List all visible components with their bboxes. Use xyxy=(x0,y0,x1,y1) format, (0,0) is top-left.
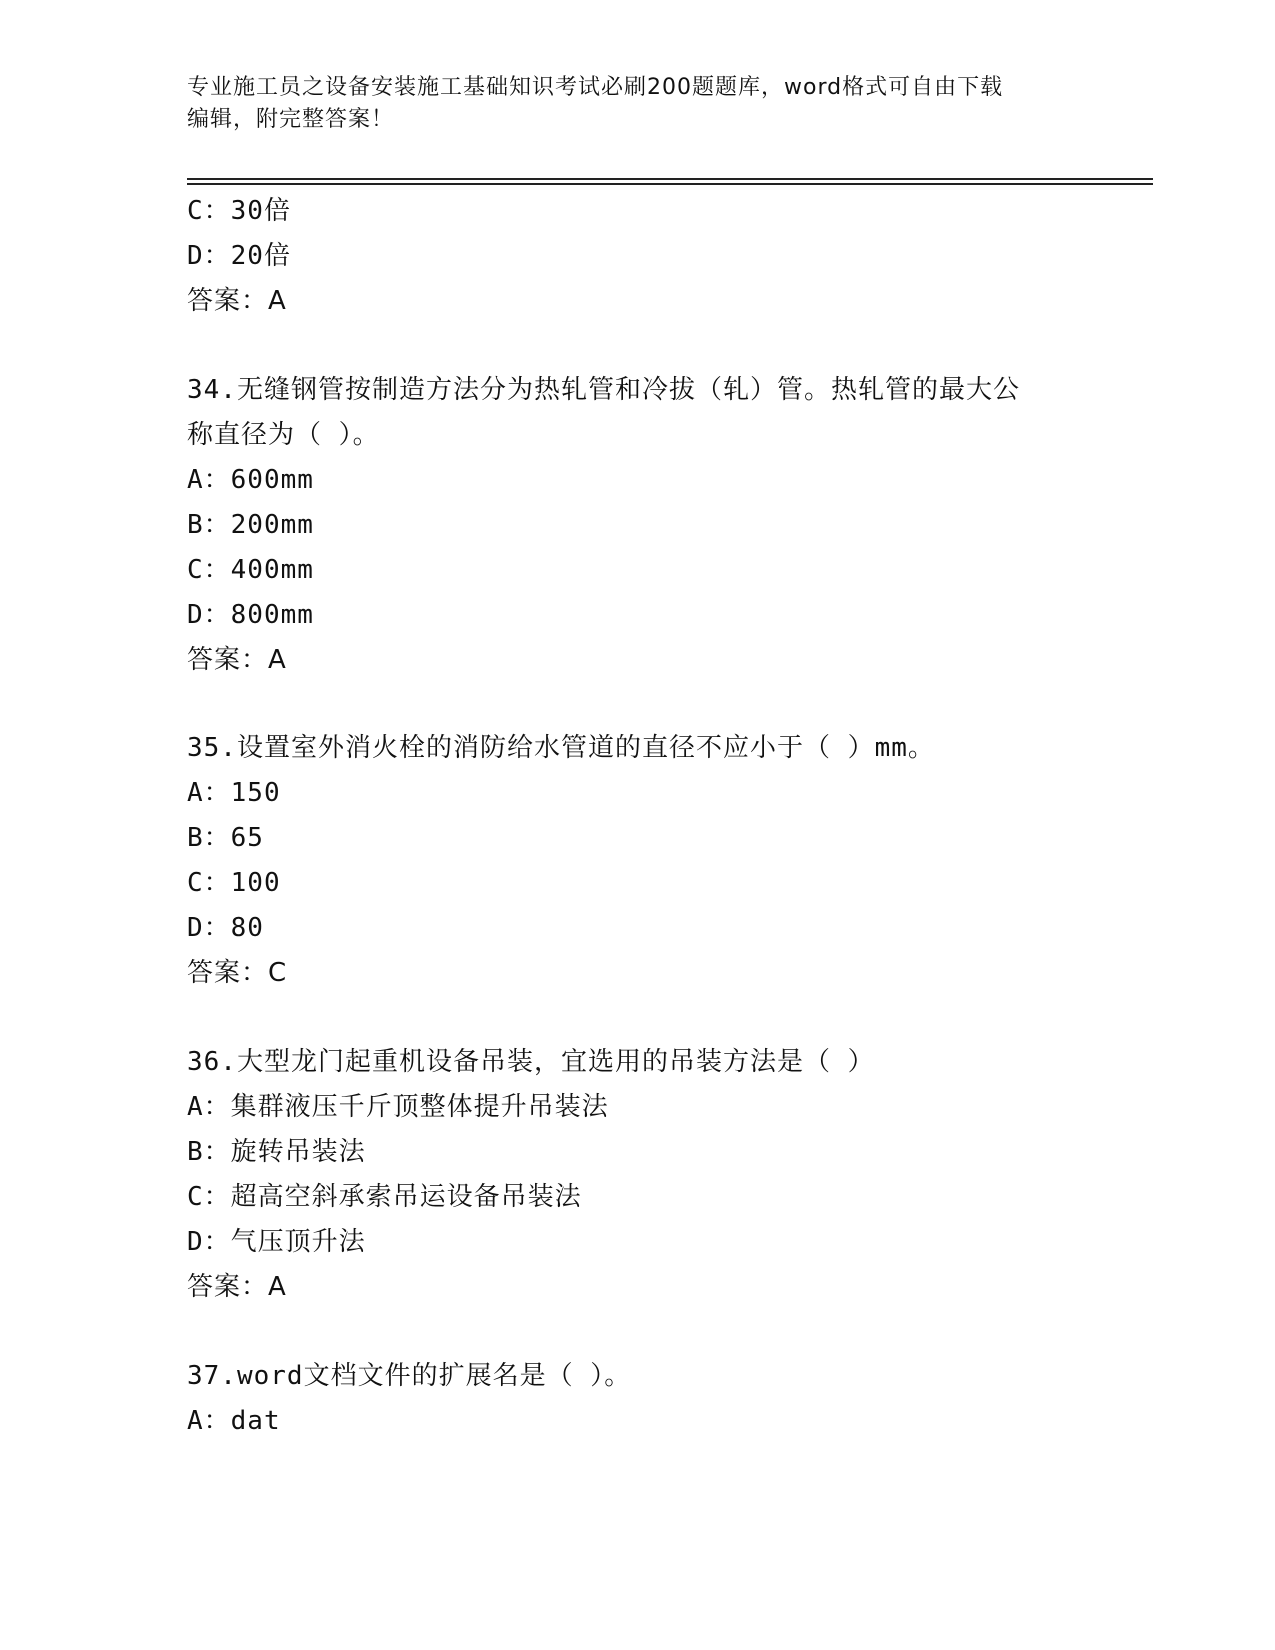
question-34-stem-line-2: 称直径为（ ）。 xyxy=(187,420,380,450)
question-35-option-a: A：150 xyxy=(187,778,281,808)
question-37-option-a: A：dat xyxy=(187,1406,281,1436)
question-36-option-d: D：气压顶升法 xyxy=(187,1227,366,1257)
question-34-option-d: D：800mm xyxy=(187,600,314,630)
question-35-option-b: B：65 xyxy=(187,823,264,853)
question-35-option-d: D：80 xyxy=(187,913,264,943)
question-36-option-b: B：旋转吊装法 xyxy=(187,1137,366,1167)
document-header xyxy=(187,72,1087,136)
question-34-stem-line-1: 34.无缝钢管按制造方法分为热轧管和冷拔（轧）管。热轧管的最大公 xyxy=(187,375,1020,405)
header-rule-top xyxy=(187,178,1153,180)
option-c: C：30倍 xyxy=(187,196,291,226)
question-34-answer: 答案：A xyxy=(187,645,287,675)
question-37-stem: 37.word文档文件的扩展名是（ ）。 xyxy=(187,1361,632,1391)
question-35-answer: 答案：C xyxy=(187,958,288,988)
question-35-option-c: C：100 xyxy=(187,868,281,898)
question-36-option-c: C：超高空斜承索吊运设备吊装法 xyxy=(187,1182,582,1212)
header-rule-bottom xyxy=(187,183,1153,185)
question-36-option-a: A：集群液压千斤顶整体提升吊装法 xyxy=(187,1092,609,1122)
question-34-option-a: A：600mm xyxy=(187,465,314,495)
answer-line: 答案：A xyxy=(187,286,287,316)
question-34-option-b: B：200mm xyxy=(187,510,314,540)
question-36-answer: 答案：A xyxy=(187,1272,287,1302)
option-d: D：20倍 xyxy=(187,241,291,271)
question-36-stem: 36.大型龙门起重机设备吊装，宜选用的吊装方法是（ ） xyxy=(187,1047,875,1077)
question-35-stem: 35.设置室外消火栓的消防给水管道的直径不应小于（ ）mm。 xyxy=(187,733,935,763)
header-title-line-2: 编辑，附完整答案！ xyxy=(187,107,395,132)
question-34-option-c: C：400mm xyxy=(187,555,314,585)
header-title-line-1: 专业施工员之设备安装施工基础知识考试必刷200题题库，word格式可自由下载 xyxy=(187,75,1004,100)
